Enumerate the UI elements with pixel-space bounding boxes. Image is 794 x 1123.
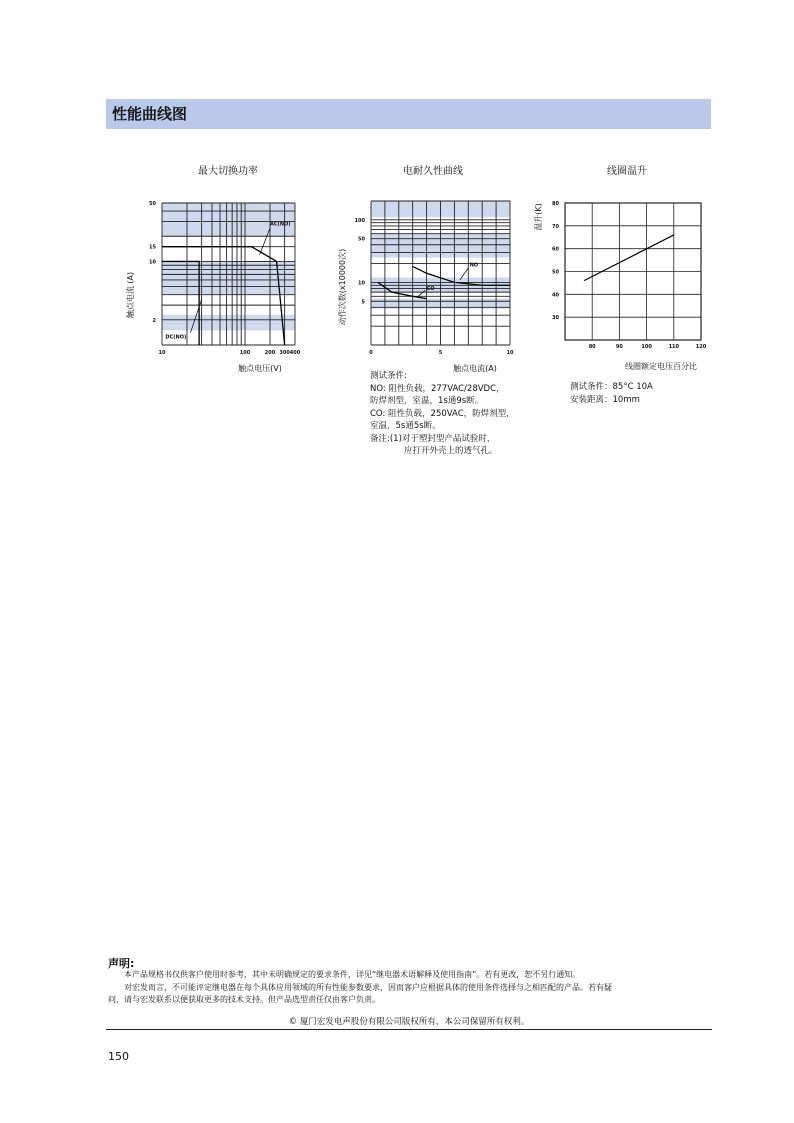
temp-notes	[570, 381, 653, 406]
chart1-xtick: 200	[264, 350, 276, 356]
chart1-xlabel: 触点电压(V)	[238, 364, 282, 373]
endurance-note-line: 备注:(1)对于塑封型产品试验时，	[370, 433, 496, 444]
chart2-ytick: 50	[358, 236, 365, 243]
endurance-note-line: 防焊剂型，室温，1s通9s断。	[370, 396, 484, 406]
chart2-ytick: 10	[358, 280, 365, 287]
chart3-xtick: 100	[641, 344, 652, 350]
chart3-xlabel: 线圈额定电压百分比	[625, 362, 697, 371]
chart2-xtick: 10	[506, 350, 514, 356]
chart1-ytick: 15	[149, 244, 156, 251]
chart3-ytick: 70	[552, 223, 559, 230]
section-header	[106, 99, 711, 129]
chart3-ytick: 40	[552, 292, 559, 299]
chart3-xtick: 110	[668, 344, 680, 350]
chart3-ytick: 60	[552, 246, 559, 253]
chart1-band	[162, 315, 295, 331]
chart1-band	[162, 261, 295, 294]
chart2-series-label: NO	[469, 262, 479, 269]
endurance-note-line: NO: 阻性负载，277VAC/28VDC，	[370, 383, 505, 394]
chart1-xtick: 100	[239, 350, 251, 356]
chart3-ytick: 30	[552, 315, 559, 322]
chart1-series-label: AC(NO)	[270, 221, 291, 228]
chart3-ytick: 80	[552, 201, 559, 207]
endurance-notes	[370, 370, 515, 458]
temp-note-line: 测试条件：85°C 10A	[570, 382, 653, 392]
chart2-xtick: 5	[438, 350, 443, 356]
footer-rule	[106, 1029, 712, 1030]
page-number: 150	[108, 1050, 129, 1063]
endurance-note-line: 室温，5s通5s断。	[370, 421, 441, 431]
copyright: © 厦门宏发电声股份有限公司版权所有，本公司保留所有权利。	[288, 1017, 530, 1027]
endurance-note-line: CO: 阻性负载，250VAC，防焊剂型，	[370, 408, 515, 419]
declaration-line: 问，请与宏发联系以便获取更多的技术支持。但产品选型责任仅由客户负责。	[108, 995, 380, 1004]
endurance-note-line: 测试条件:	[370, 371, 407, 381]
endurance-note-line: 应打开外壳上的透气孔。	[404, 446, 498, 456]
chart2-series-label: CO	[426, 285, 435, 292]
declaration-line: 本产品规格书仅供客户使用时参考，其中未明确规定的要求条件，详见“继电器术语解释及使用指南”。若有更改，恕不另行通知。	[124, 970, 581, 979]
chart1-ylabel: 触点电流 (A)	[126, 271, 135, 319]
declaration-title: 声明:	[108, 957, 135, 970]
chart3-ytick: 50	[552, 269, 559, 276]
section-title: 性能曲线图	[112, 105, 188, 123]
chart2-ytick: 5	[361, 299, 365, 306]
chart3-series-line	[584, 235, 674, 281]
coil-temp-chart	[525, 195, 715, 375]
declaration-line: 对宏发而言，不可能评定继电器在每个具体应用领域的所有性能参数要求，因而客户应根据具体的使用条件选择与之相匹配的产品。若有疑	[124, 983, 612, 992]
chart1-xtick: 300	[279, 350, 290, 356]
chart3-xtick: 120	[695, 344, 707, 350]
chart1-xtick: 10	[158, 350, 166, 356]
chart3-xtick: 90	[615, 344, 623, 350]
chart3-xtick: 80	[588, 344, 596, 350]
chart2-title: 电耐久性曲线	[403, 166, 463, 177]
chart2-xtick: 0	[369, 350, 373, 356]
chart2-ytick: 100	[354, 217, 365, 224]
switching-power-chart	[120, 195, 310, 375]
temp-note-line: 安装距离：10mm	[570, 394, 640, 405]
chart1-ytick: 50	[149, 201, 156, 207]
chart1-title: 最大切换功率	[198, 166, 258, 177]
chart3-title: 线圈温升	[607, 166, 647, 177]
chart1-xtick: 400	[289, 350, 301, 356]
endurance-chart	[335, 195, 525, 375]
chart1-ytick: 2	[152, 317, 156, 324]
chart1-ytick: 10	[149, 259, 156, 266]
chart3-ylabel: 温升(K)	[534, 203, 543, 231]
chart1-series-label: DC(NO)	[165, 334, 187, 341]
chart1-band	[162, 203, 295, 236]
chart2-xlabel: 触点电流(A)	[453, 364, 497, 373]
chart2-ylabel: 动作次数(x10000次)	[338, 248, 347, 326]
